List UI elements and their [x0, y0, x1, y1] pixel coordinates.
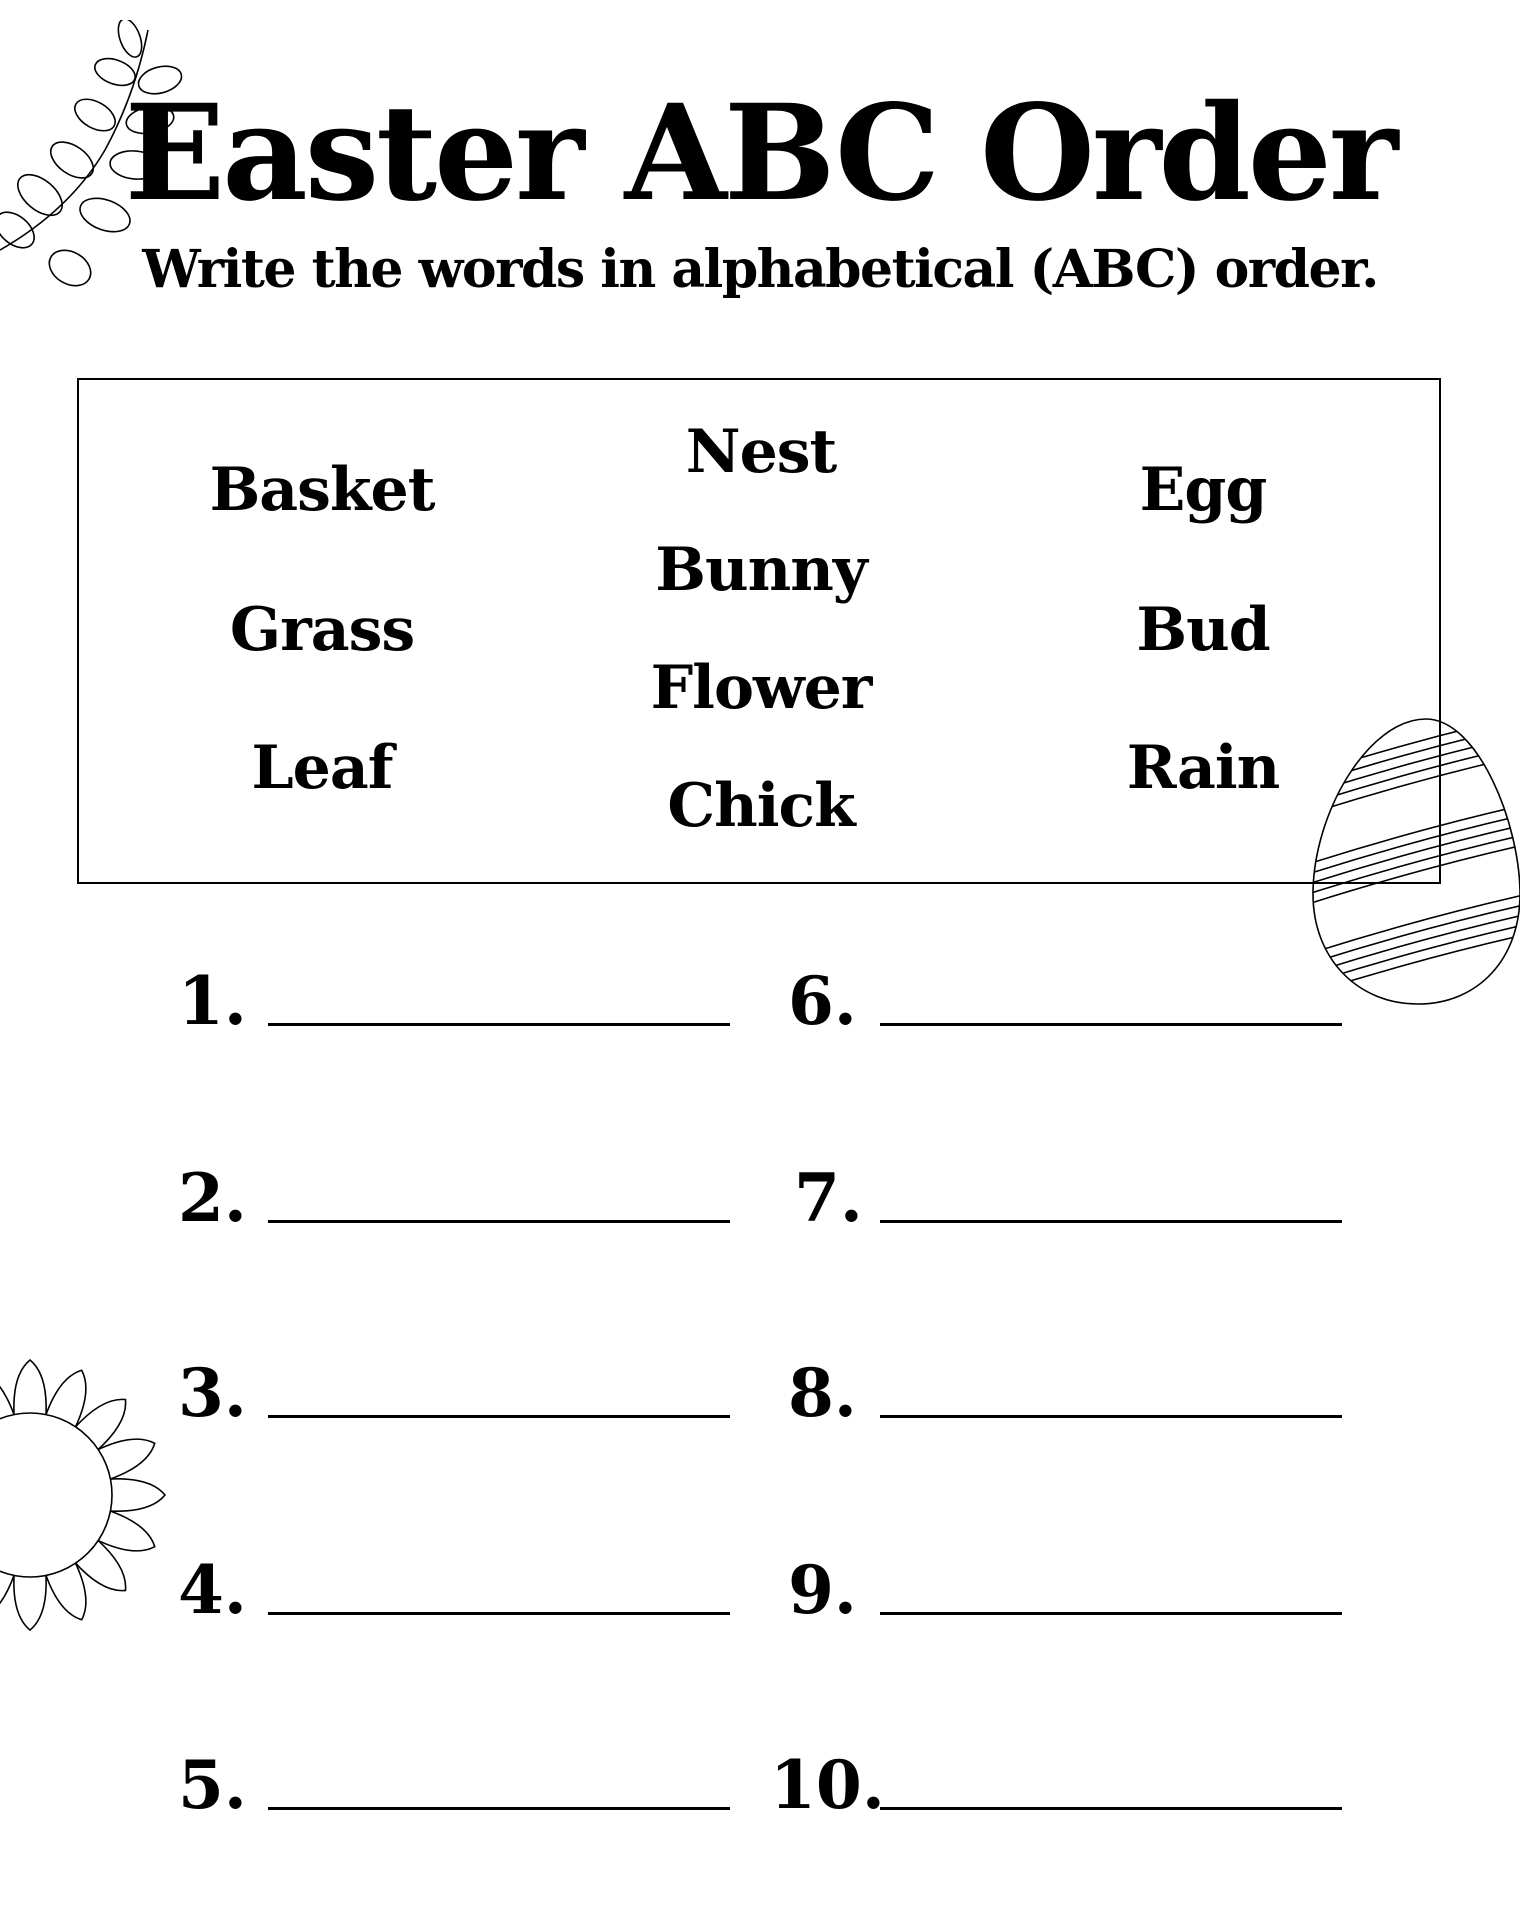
answer-line[interactable] — [880, 1415, 1342, 1418]
word-bank-item: Bunny — [655, 535, 867, 605]
instructions: Write the words in alphabetical (ABC) order. — [142, 239, 1378, 300]
word-bank-item: Nest — [685, 417, 837, 487]
answer-row — [178, 1159, 738, 1237]
sunflower-petal — [14, 1573, 46, 1630]
word-bank-item: Grass — [229, 595, 415, 665]
answer-number: 9. — [788, 1551, 857, 1629]
answer-line[interactable] — [268, 1220, 730, 1223]
word-bank-item: Bud — [1136, 595, 1270, 665]
answer-line[interactable] — [880, 1023, 1342, 1026]
page-title: Easter ABC Order — [124, 76, 1396, 231]
answer-line[interactable] — [268, 1612, 730, 1615]
answer-row — [770, 962, 1370, 1040]
sunflower-petal — [108, 1479, 165, 1511]
answer-row — [770, 1354, 1370, 1432]
answer-row — [178, 962, 738, 1040]
answer-number: 8. — [788, 1354, 857, 1432]
answer-line[interactable] — [268, 1023, 730, 1026]
answer-row — [770, 1551, 1370, 1629]
answer-number: 2. — [178, 1159, 247, 1237]
answer-line[interactable] — [268, 1807, 730, 1810]
sunflower-petal — [14, 1360, 46, 1417]
word-bank-box — [77, 378, 1441, 884]
answer-number: 6. — [788, 962, 857, 1040]
answer-row — [770, 1746, 1370, 1824]
word-bank-item: Egg — [1139, 455, 1267, 525]
striped-easter-egg-icon — [1308, 714, 1520, 1009]
sunflower-icon — [0, 1350, 170, 1640]
word-bank-item: Flower — [650, 653, 872, 723]
word-bank-item: Chick — [667, 771, 855, 841]
answer-line[interactable] — [268, 1415, 730, 1418]
answer-row — [178, 1746, 738, 1824]
answer-row — [770, 1159, 1370, 1237]
word-bank-item: Rain — [1126, 733, 1280, 803]
answer-line[interactable] — [880, 1612, 1342, 1615]
answer-number: 1. — [178, 962, 247, 1040]
answer-number: 5. — [178, 1746, 247, 1824]
answer-number: 10. — [770, 1746, 885, 1824]
answer-row — [178, 1354, 738, 1432]
word-bank-item: Leaf — [251, 733, 393, 803]
answer-number: 7. — [794, 1159, 863, 1237]
answer-number: 3. — [178, 1354, 247, 1432]
word-bank-item: Basket — [209, 455, 435, 525]
answer-number: 4. — [178, 1551, 247, 1629]
answer-line[interactable] — [880, 1807, 1342, 1810]
answer-row — [178, 1551, 738, 1629]
answer-line[interactable] — [880, 1220, 1342, 1223]
